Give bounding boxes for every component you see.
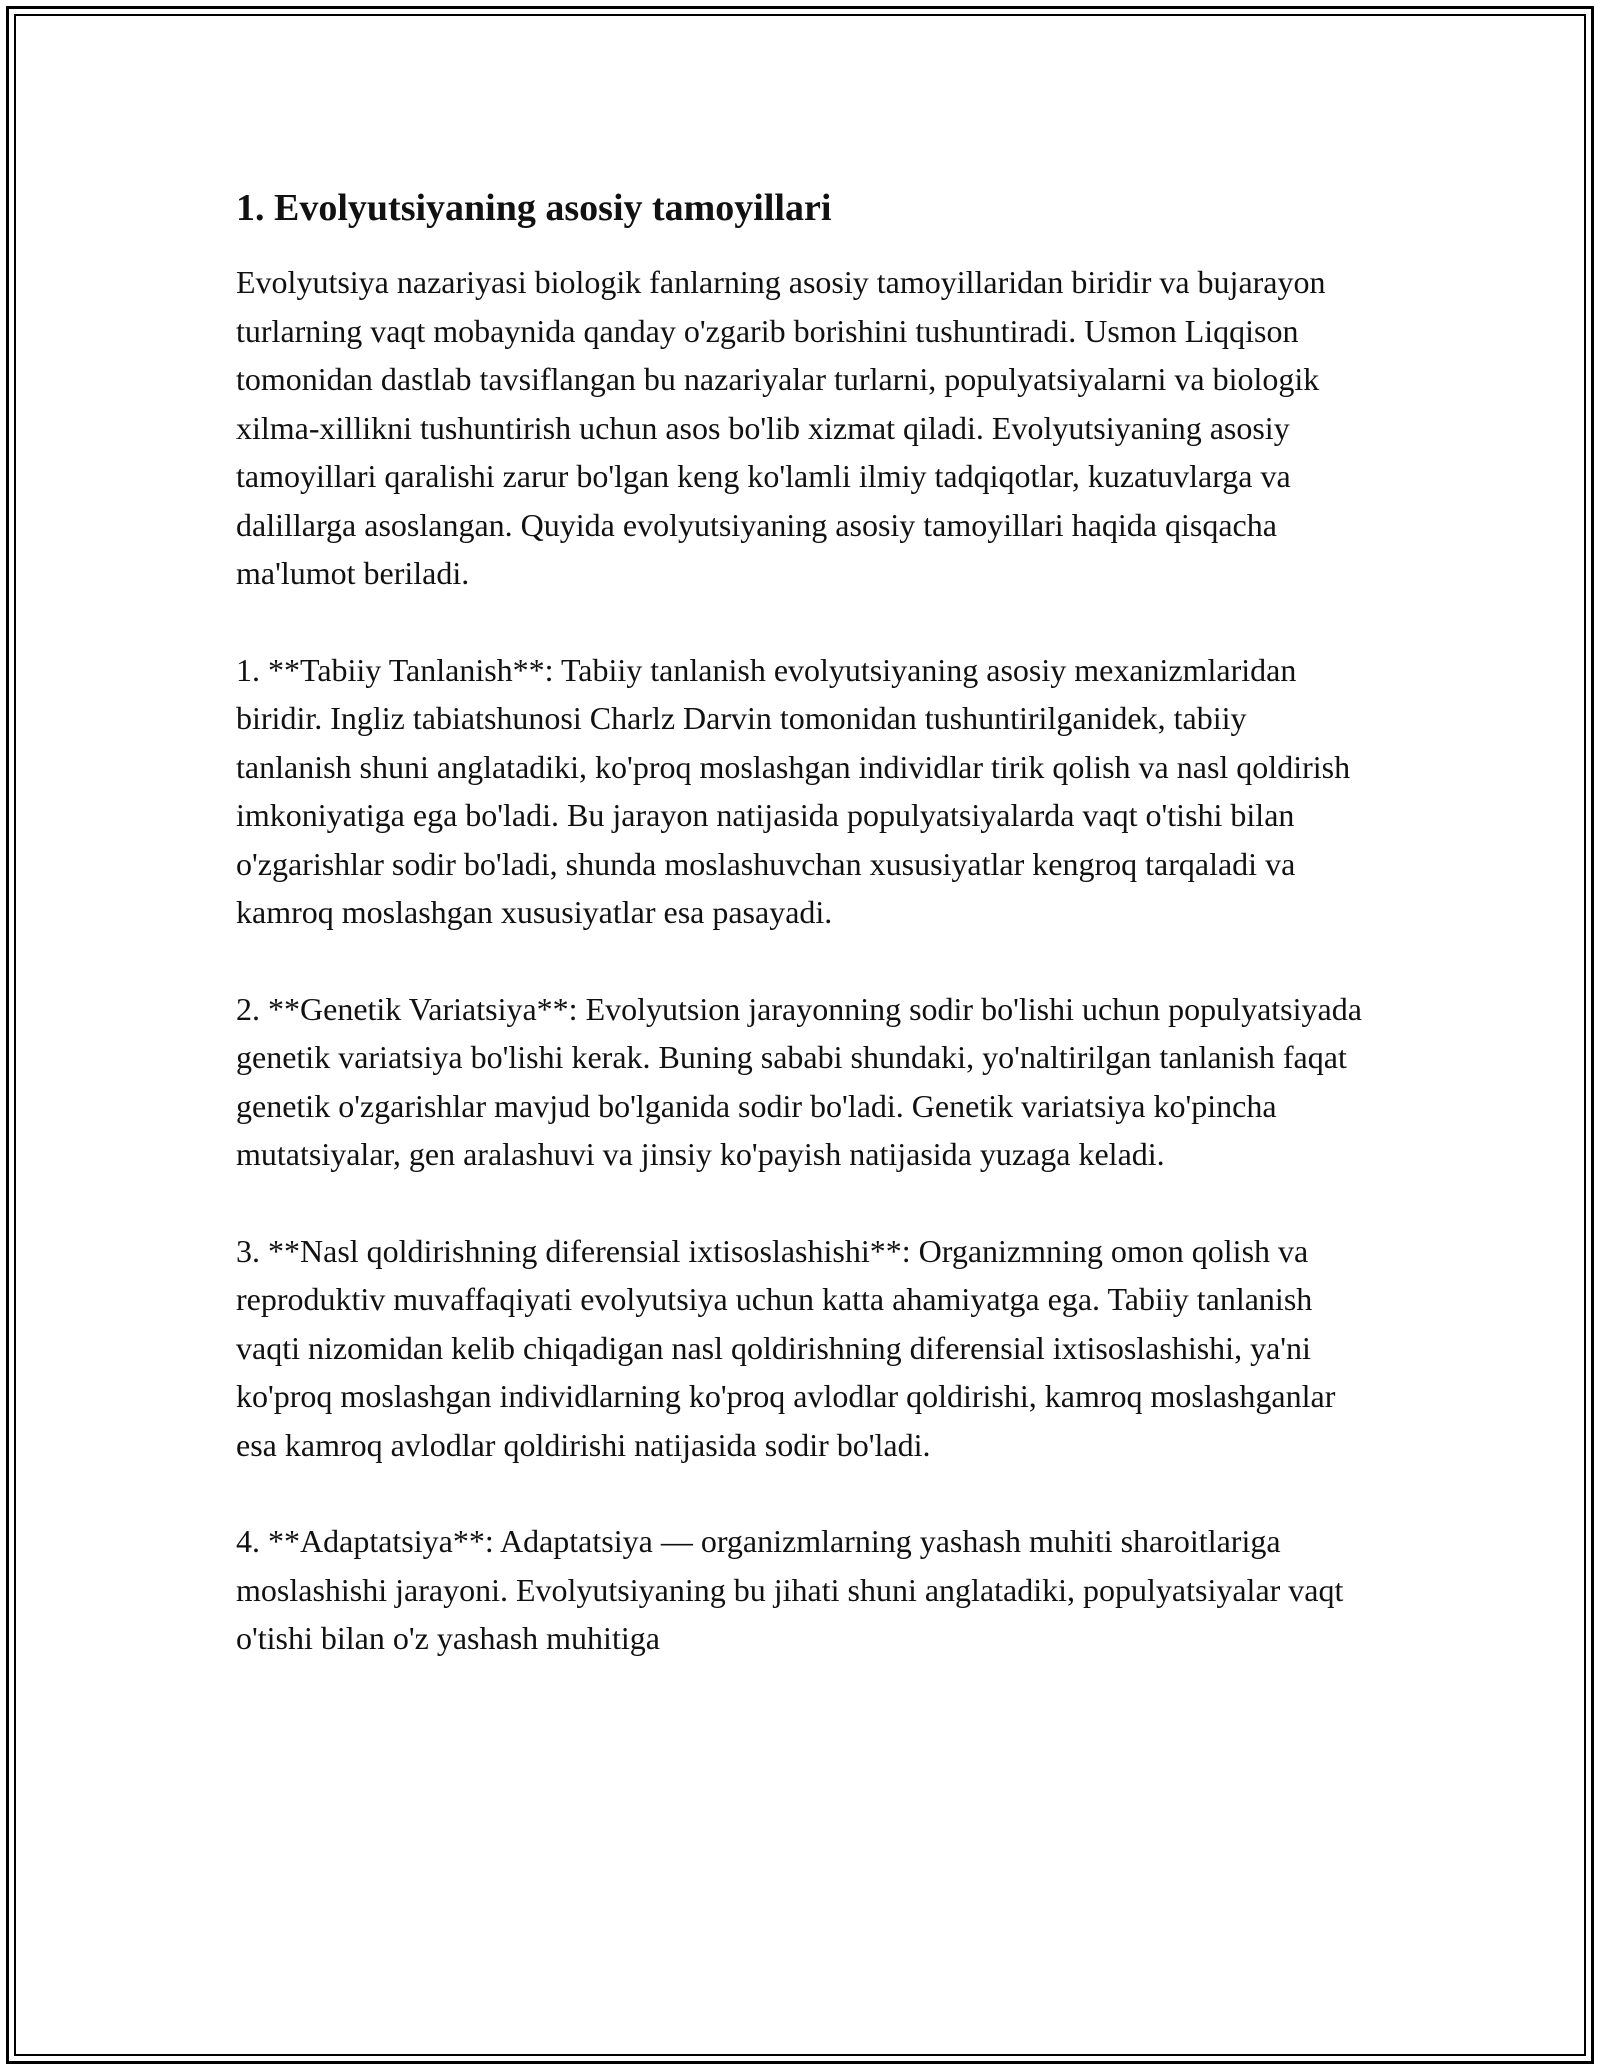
principle-differential-reproduction-paragraph: 3. **Nasl qoldirishning diferensial ixtisoslashishi**: Organizmning omon qolish va reproduktiv muvaffaqiyati evolyutsiya uchun katta ahamiyatga ega. Tabiiy tanlanish vaqti nizomidan kelib chiqadigan nasl qoldirishning diferensial ixtisoslashishi, ya'ni ko'proq moslashgan individlarning ko'proq avlodlar qoldirishi, kamroq moslashganlar esa kamroq avlodlar qoldirishi natijasida sodir bo'ladi. bbox=[236, 1232, 1336, 1463]
principle-genetic-variation-paragraph: 2. **Genetik Variatsiya**: Evolyutsion jarayonning sodir bo'lishi uchun populyatsiyada genetik variatsiya bo'lishi kerak. Buning sababi shundaki, yo'naltirilgan tanlanish faqat genetik o'zgarishlar mavjud bo'lganida sodir bo'ladi. Genetik variatsiya ko'pincha mutatsiyalar, gen aralashuvi va jinsiy ko'payish natijasida yuzaga keladi. bbox=[236, 990, 1362, 1172]
principle-natural-selection-paragraph: 1. **Tabiiy Tanlanish**: Tabiiy tanlanish evolyutsiyaning asosiy mexanizmlaridan biridir. Ingliz tabiatshunosi Charlz Darvin tomonidan tushuntirilganidek, tabiiy tanlanish shuni anglatadiki, ko'proq moslashgan individlar tirik qolish va nasl qoldirish imkoniyatiga ega bo'ladi. Bu jarayon natijasida populyatsiyalarda vaqt o'tishi bilan o'zgarishlar sodir bo'ladi, shunda moslashuvchan xususiyatlar kengroq tarqaladi va kamroq moslashgan xususiyatlar esa pasayadi. bbox=[236, 651, 1351, 930]
intro-paragraph: Evolyutsiya nazariyasi biologik fanlarning asosiy tamoyillaridan biridir va bujarayon turlarning vaqt mobaynida qanday o'zgarib borishini tushuntiradi. Usmon Liqqison tomonidan dastlab tavsiflangan bu nazariyalar turlarni, populyatsiyalarni va biologik xilma-xillikni tushuntirish uchun asos bo'lib xizmat qiladi. Evolyutsiyaning asosiy tamoyillari qaralishi zarur bo'lgan keng ko'lamli ilmiy tadqiqotlar, kuzatuvlarga va dalillarga asoslangan. Quyida evolyutsiyaning asosiy tamoyillari haqida qisqacha ma'lumot beriladi. bbox=[236, 264, 1326, 591]
principle-adaptation-paragraph: 4. **Adaptatsiya**: Adaptatsiya — organizmlarning yashash muhiti sharoitlariga moslashishi jarayoni. Evolyutsiyaning bu jihati shuni anglatadiki, populyatsiyalar vaqt o'tishi bilan o'z yashash muhitiga bbox=[236, 1523, 1344, 1656]
document-body bbox=[236, 186, 1366, 1663]
section-heading: 1. Evolyutsiyaning asosiy tamoyillari bbox=[236, 187, 832, 229]
